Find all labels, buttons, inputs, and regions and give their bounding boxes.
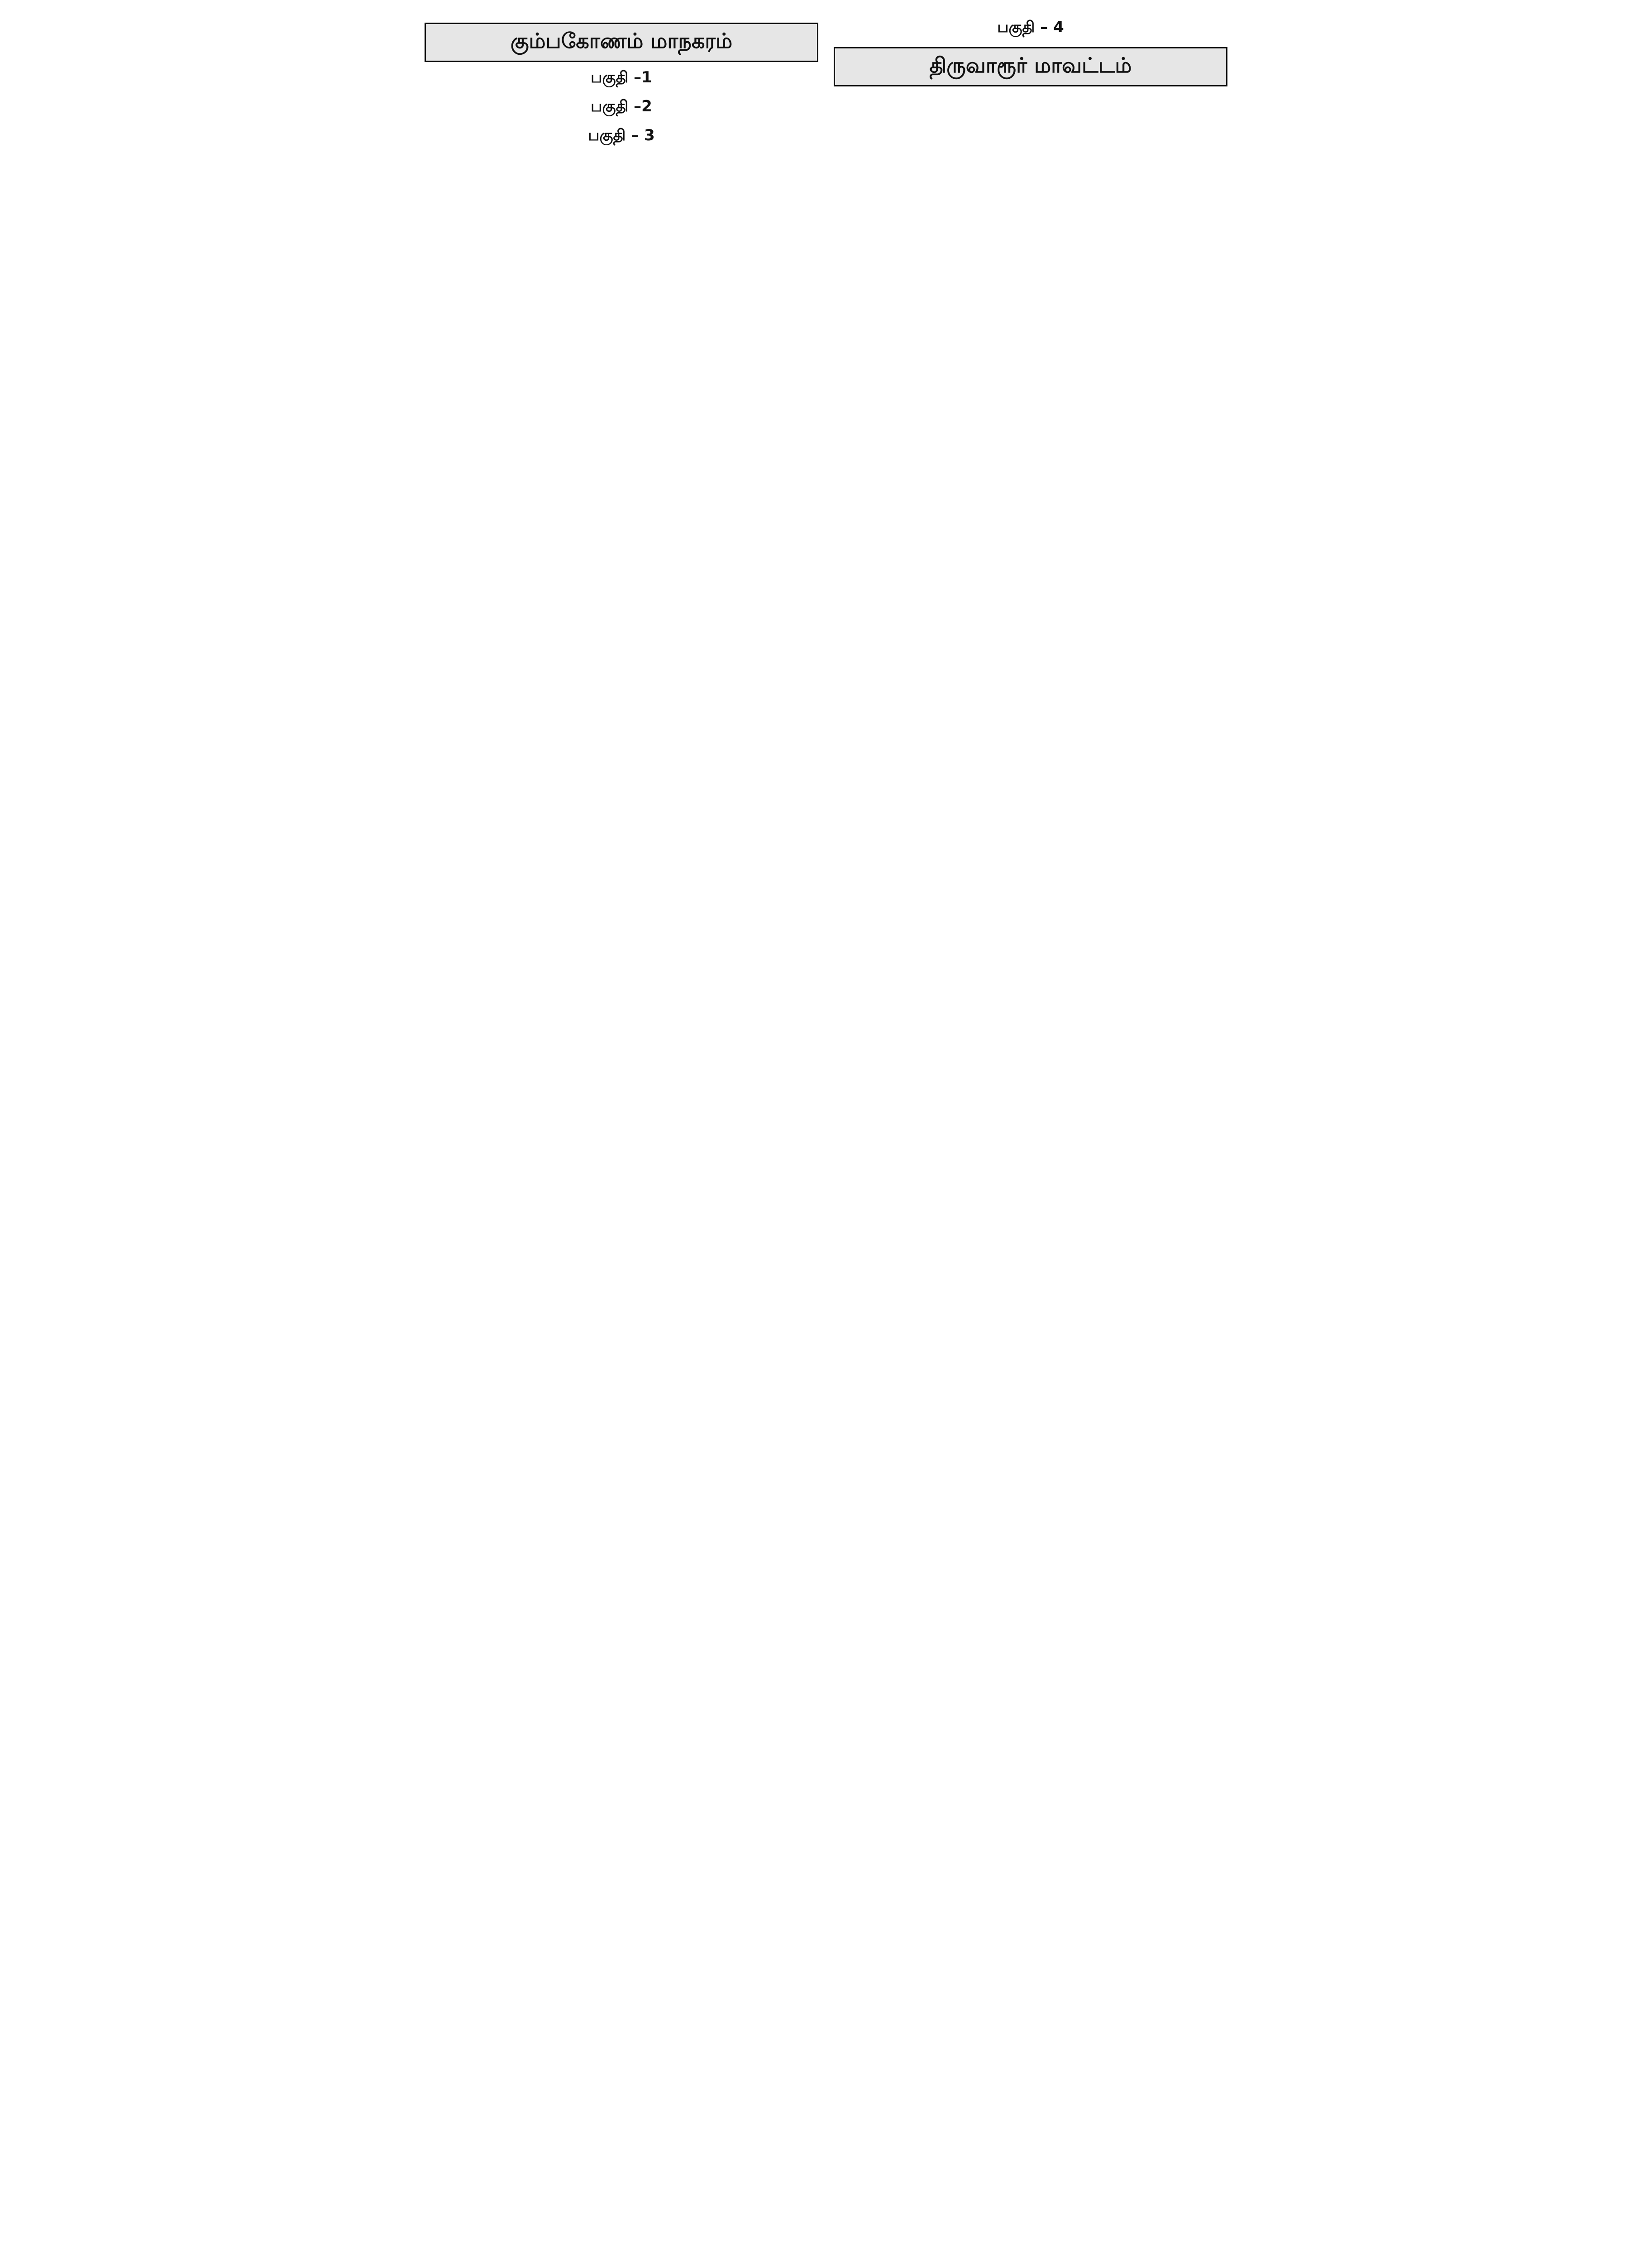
union-section [834,18,1227,38]
column-4 [1243,14,1637,2263]
union-section [425,97,818,117]
district-banner: திருவாரூர் மாவட்டம் [834,47,1227,86]
part-heading: பகுதி –1 [591,68,652,86]
part-heading: பகுதி –2 [591,97,652,115]
column-1 [15,14,409,2263]
union-section [425,126,818,146]
part-heading: பகுதி – 3 [588,126,655,144]
column-3 [834,14,1227,2263]
district-banner: கும்பகோணம் மாநகரம் [425,23,818,62]
part-heading: பகுதி – 4 [997,18,1064,36]
column-2 [425,14,818,2263]
union-section [425,68,818,88]
